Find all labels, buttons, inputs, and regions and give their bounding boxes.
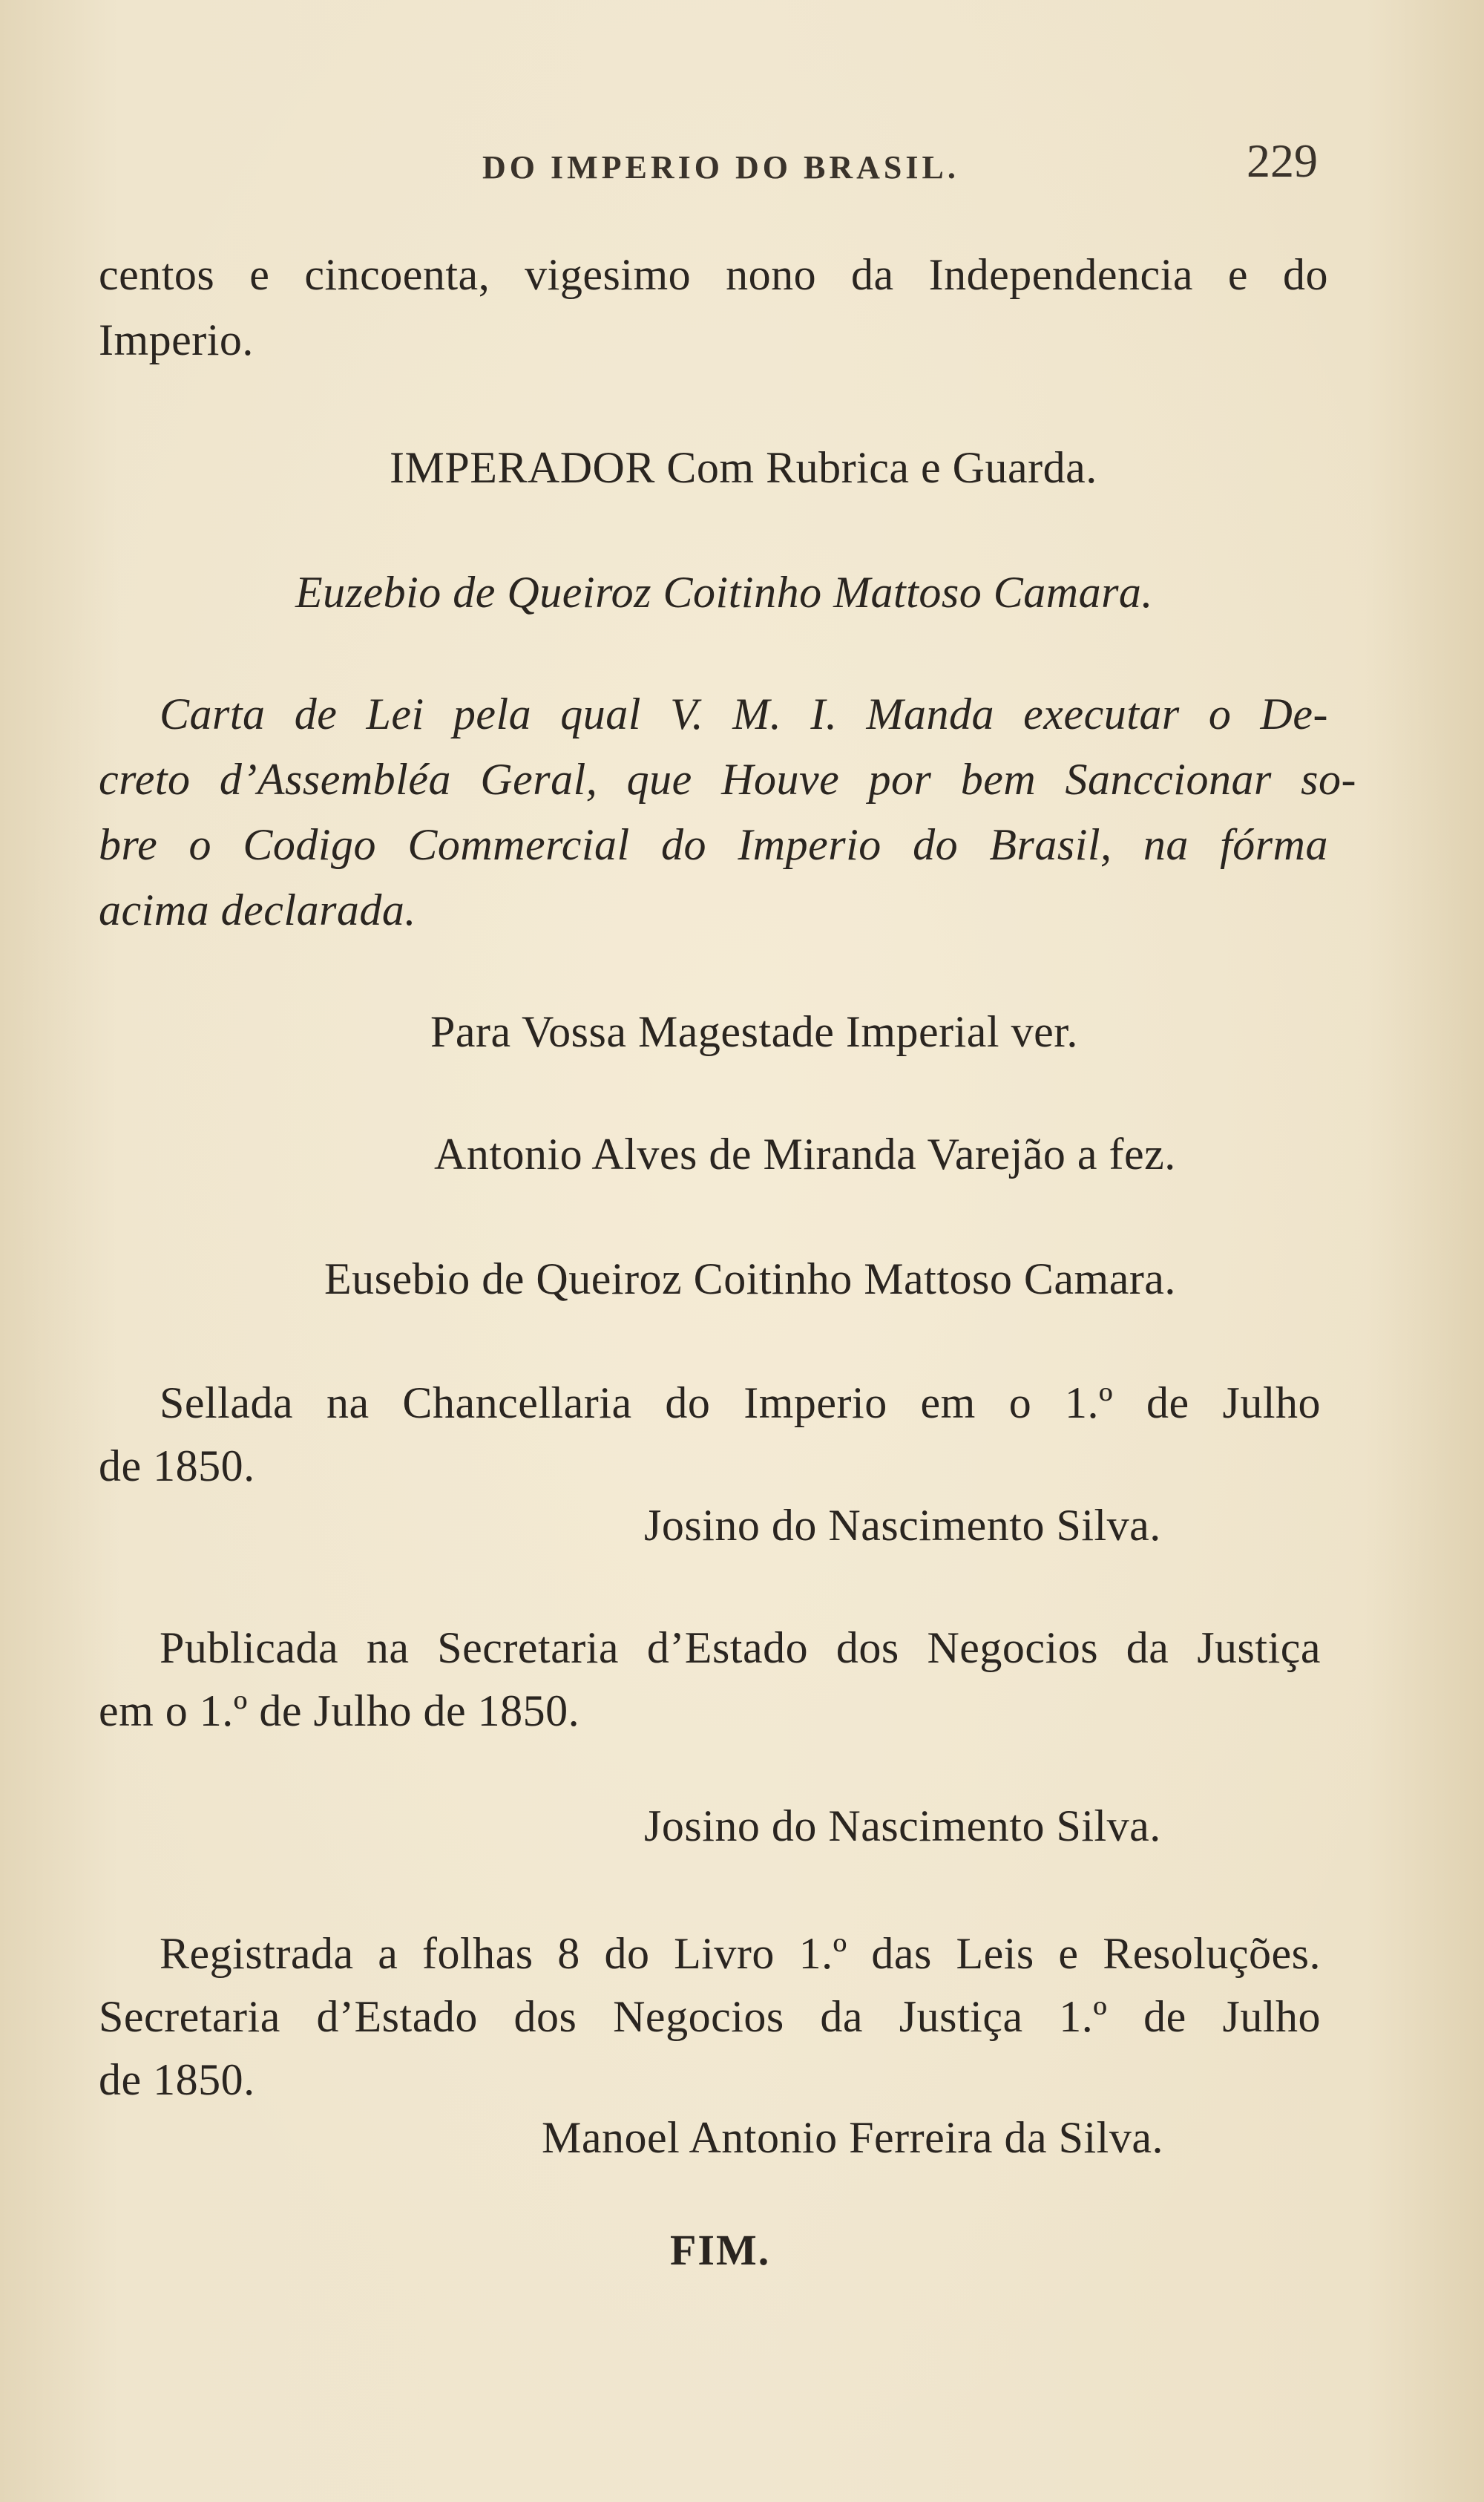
publicada-line-2: em o 1.º de Julho de 1850. [99,1686,580,1735]
sellada-line-2: de 1850. [99,1441,255,1490]
running-header: DO IMPERIO DO BRASIL. [482,149,959,186]
antonio-alves-line: Antonio Alves de Miranda Varejão a fez. [434,1130,1176,1179]
registrada-line-2: Secretaria d’Estado dos Negocios da Justiça 1.º de Julho [99,1992,1321,2041]
carta-line-2: creto d’Assembléa Geral, que Houve por bem Sanccionar so- [99,755,1356,804]
opening-line-1: centos e cincoenta, vigesimo nono da Independencia e do [99,250,1328,299]
josino-signature-2: Josino do Nascimento Silva. [644,1801,1161,1850]
carta-line-4: acima declarada. [99,885,416,934]
italic-signature: Euzebio de Queiroz Coitinho Mattoso Camara. [295,568,1153,617]
sellada-line-1: Sellada na Chancellaria do Imperio em o 1.º de Julho [160,1378,1321,1427]
eusebio-line: Eusebio de Queiroz Coitinho Mattoso Camara. [324,1254,1176,1303]
fim-marker: FIM. [670,2226,771,2274]
page-number: 229 [1247,134,1318,187]
imperador-line: IMPERADOR Com Rubrica e Guarda. [390,443,1097,492]
carta-line-1: Carta de Lei pela qual V. M. I. Manda executar o De- [160,690,1328,739]
publicada-line-1: Publicada na Secretaria d’Estado dos Negocios da Justiça [160,1623,1321,1672]
carta-line-3: bre o Codigo Commercial do Imperio do Brasil, na fórma [99,820,1328,869]
josino-signature-1: Josino do Nascimento Silva. [644,1501,1161,1550]
registrada-line-1: Registrada a folhas 8 do Livro 1.º das Leis e Resoluções. [160,1929,1321,1978]
manoel-signature: Manoel Antonio Ferreira da Silva. [542,2113,1163,2162]
opening-line-2: Imperio. [99,315,254,364]
para-vossa-line: Para Vossa Magestade Imperial ver. [430,1007,1078,1056]
registrada-line-3: de 1850. [99,2055,255,2104]
